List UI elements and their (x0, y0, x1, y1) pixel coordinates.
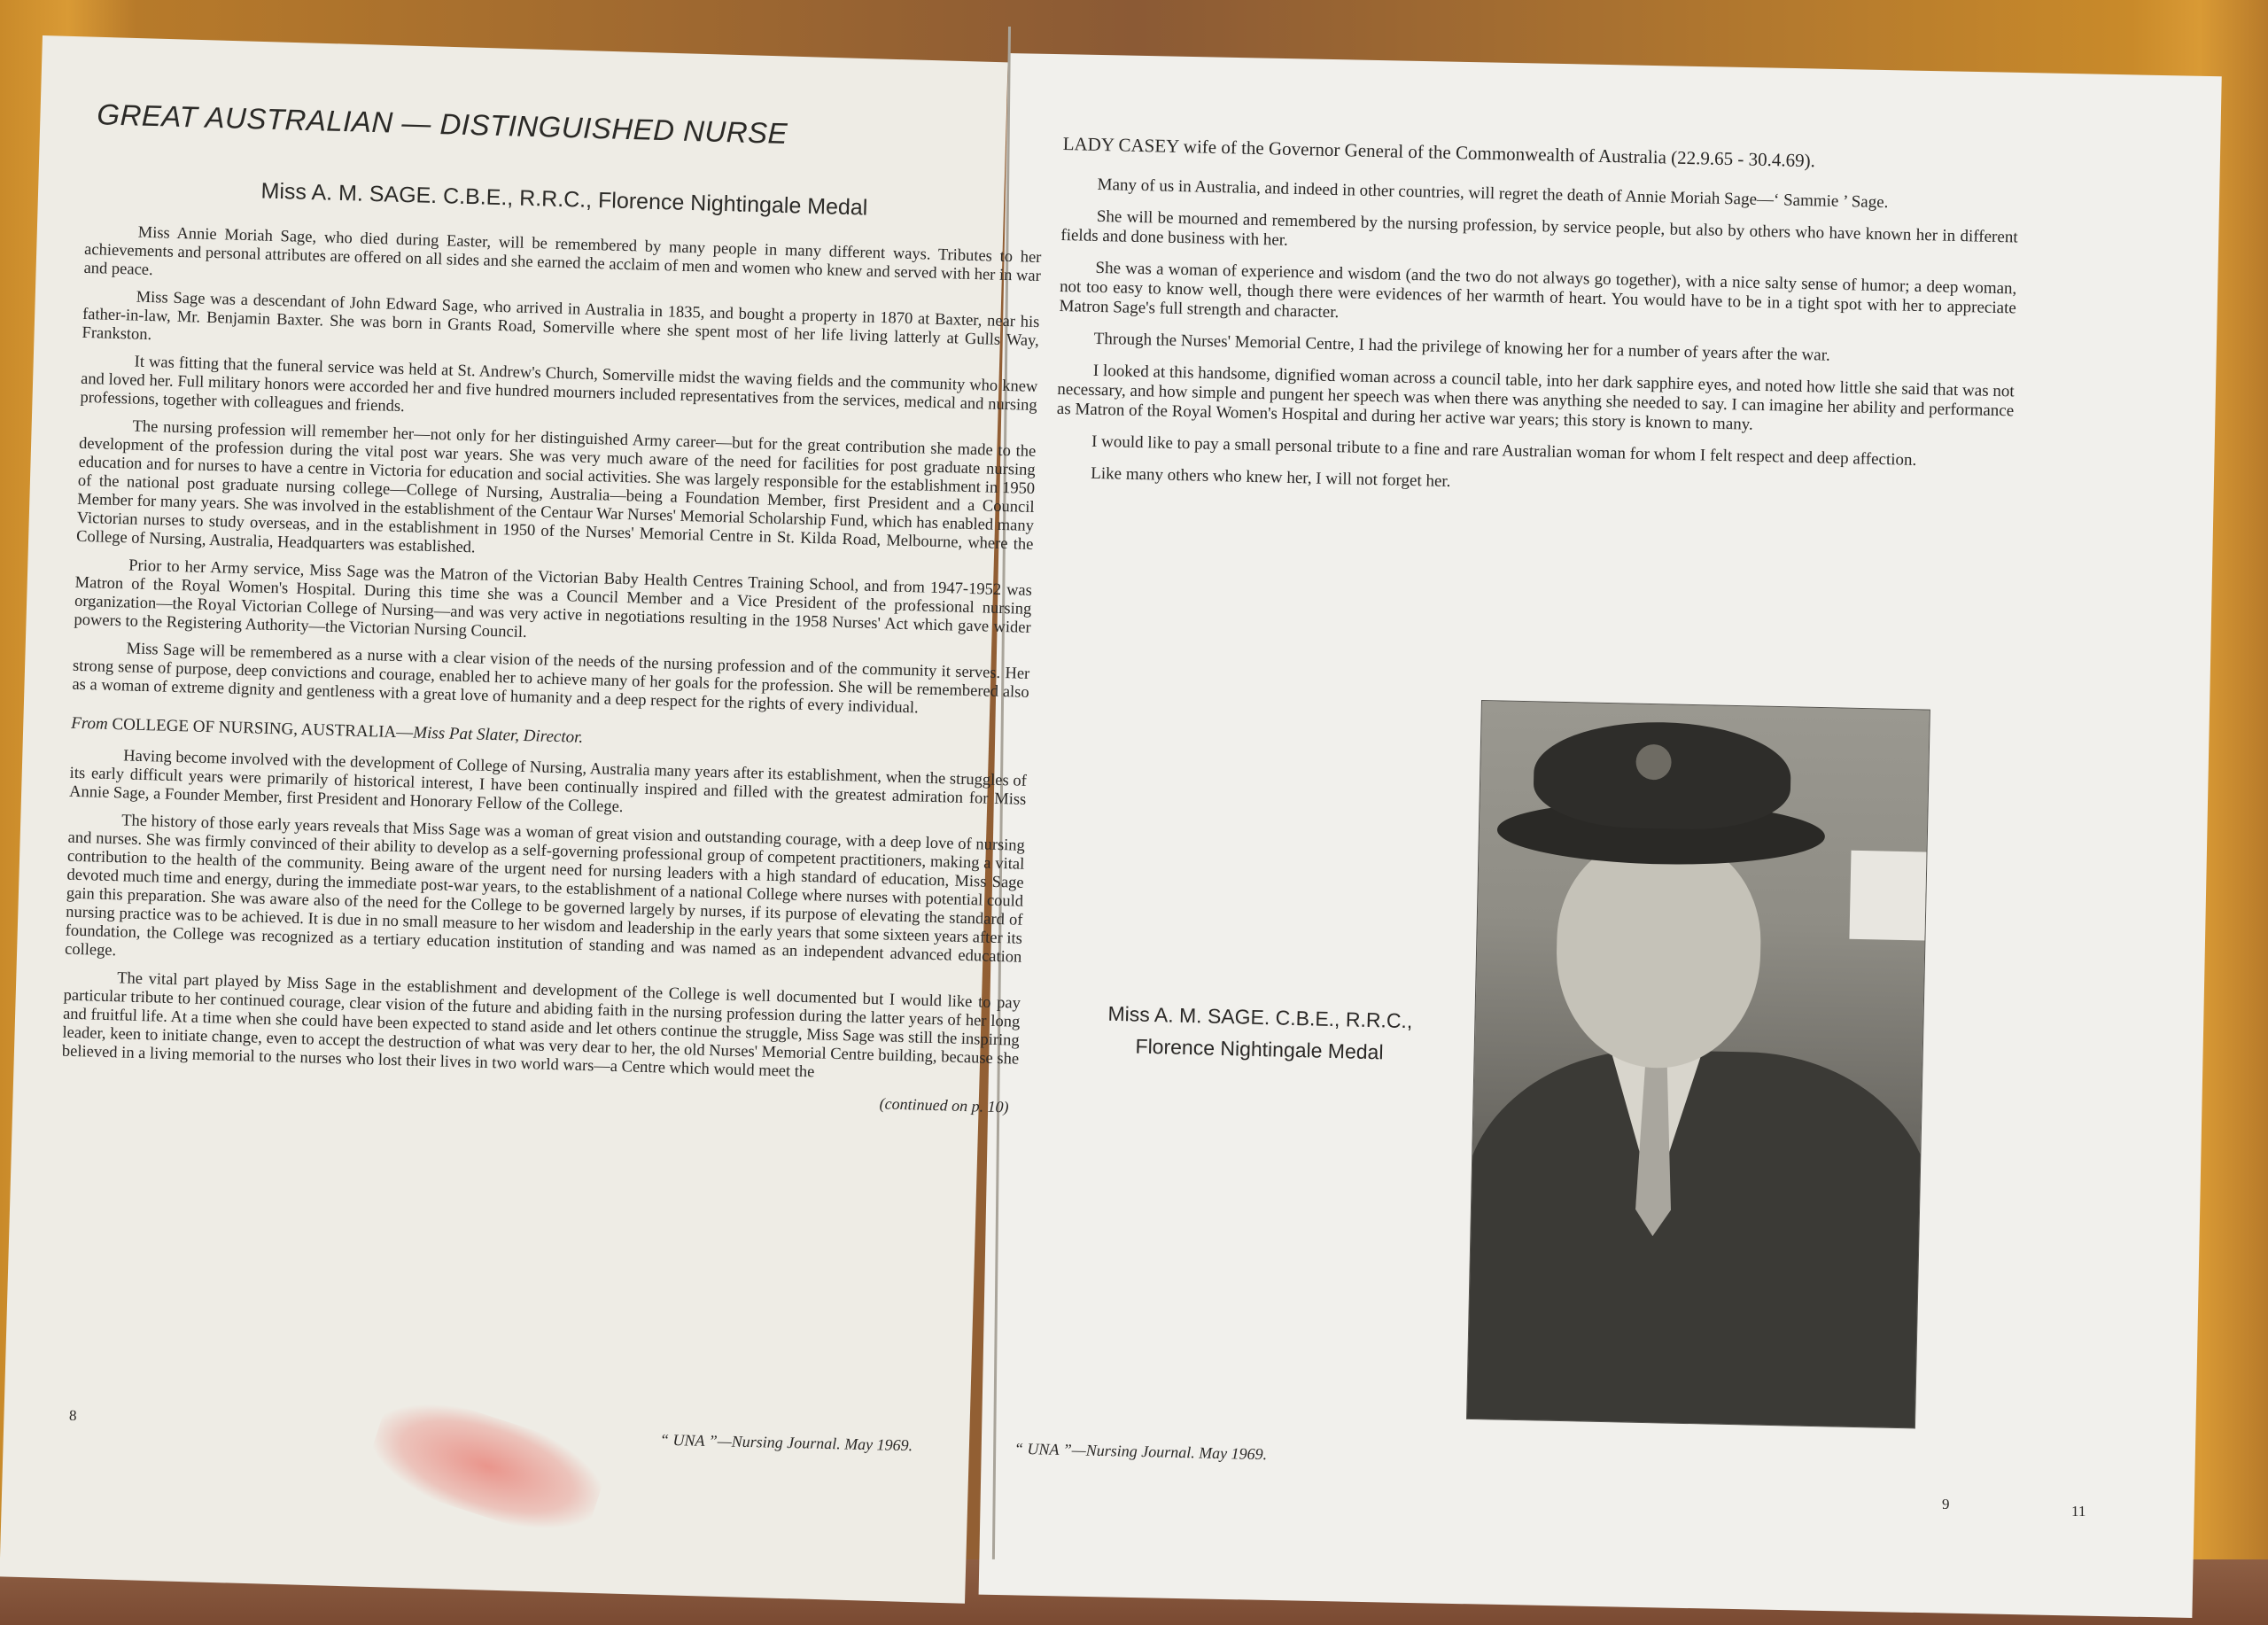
from-person: Miss Pat Slater, Director. (413, 723, 584, 747)
continued-note: (continued on p. 10) (879, 1094, 1009, 1116)
paragraph: Miss Sage will be remembered as a nurse with a clear vision of the needs of the nursing profession and of the community it serves. Her strong sense of purpose, deep convictions and courage, enabled her to achieve many of her goals for the profession. She will be remembered also as a woman of extreme dignity and gentleness with a great love of humanity and a deep respect for the rights of every individual. (72, 640, 1030, 718)
photo-caption (1091, 997, 1429, 1069)
paragraph: The vital part played by Miss Sage in the establishment and development of the College is well documented but I would like to pay particular tribute to her continued courage, clear vision of the future and abiding faith in the nursing profession during the latter years of her long and fruitful life. At a time when she could have been expected to stand aside and let others continue the struggle, Miss Sage was still the inspiring leader, keen to initiate change, even to accept the destruction of what was very dear to her, the old Nurses' Memorial Centre building, because she believed in a living memorial to the nurses who lost their lives in two world wars—a Centre which would meet the (61, 969, 1021, 1082)
page-subheading: Miss A. M. SAGE. C.B.E., R.R.C., Florence Nightingale Medal (260, 178, 868, 221)
paragraph: Prior to her Army service, Miss Sage was the Matron of the Victorian Baby Health Centres Training School, and from 1947-1952 was Matron of the Royal Women's Hospital. During this time she was a Council Member and a Vice President of the professional nursing organization—the Royal Victorian College of Nursing—and was very active in negotiations resulting in the 1958 Nurses' Act which gave wider powers to the Registering Authority—the Victorian Nursing Council. (74, 556, 1033, 642)
paragraph: I looked at this handsome, dignified woman across a council table, into her dark sapphire eyes, and noted how little she said that was not necessary, and how simple and pungent her speech was when there was anything she needed to say. I can imagine her ability and performance as Matron of the Royal Women's Hospital and during her active war years; this story is known to many. (1056, 361, 2015, 434)
paragraph: Miss Sage was a descendant of John Edward Sage, who arrived in Australia in 1835, and bought a property in 1870 at Baxter, near his father-in-law, Mr. Benjamin Baxter. She was born in Grants Road, Somerville where she spent most of her life living latterly at Gulls Way, Frankston. (82, 288, 1040, 351)
author-title: wife of the Governor General of the Commonwealth of Australia (22.9.65 - 30.4.69). (1178, 135, 1816, 172)
caption-line-1: Miss A. M. SAGE. C.B.E., R.R.C., (1107, 1001, 1413, 1033)
left-page (61, 97, 1045, 1117)
paragraph: Like many others who knew her, I will not forget her. (1091, 463, 1451, 492)
author-name: LADY CASEY (1062, 133, 1179, 157)
paragraph: Miss Annie Moriah Sage, who died during Easter, will be remembered by many people in many different ways. Tributes to her achievements and personal attributes are offered on all sides and she earned the acclaim of men and women who knew and served with her in war and peace. (83, 223, 1042, 286)
paragraph: Having become involved with the development of College of Nursing, Australia many years after its establishment, when the struggles of its early difficult years were primarily of historical interest, I have been continually inspired and filled with the greatest admiration for Miss Annie Sage, a Founder Member, first President and Honorary Fellow of the College. (68, 747, 1028, 817)
page-number-far: 11 (2071, 1503, 2086, 1520)
portrait-photo (1466, 700, 1930, 1428)
right-page (1055, 133, 2020, 517)
paragraph: The nursing profession will remember her—not only for her distinguished Army career—but for the great contribution she made to the development of the profession during the vital post war years. She was very much aware of the need for facilities for post graduate nursing education and for nurses to have a centre in Victoria for education and social activities. She was largely responsible for the establishment in 1950 of the national post graduate nursing college—College of Nursing, Australia—being a Foundation Member, first President and a Council Member for many years. She was involved in the establishment of the Centaur War Nurses' Memorial Scholarship Fund, which has enabled many Victorian nurses to study overseas, and in the establishment in 1950 of the Nurses' Memorial Centre in St. Kilda Road, Melbourne, where the College of Nursing, Australia, Headquarters was established. (75, 417, 1037, 557)
article-body (72, 222, 1041, 721)
uniform (1466, 1046, 1930, 1429)
paragraph: She was a woman of experience and wisdom (and the two do not always go together), with a nice salty sense of humor; a deep woman, not too easy to know well, though there were evidences of her warmth of heart. You would have to be in a tight spot with her to appreciate Matron Sage's full strength and character. (1059, 258, 2017, 323)
journal-footer-right: “ UNA ”—Nursing Journal. May 1969. (1014, 1439, 1268, 1464)
paragraph: Through the Nurses' Memorial Centre, I had the privilege of knowing her for a number of years after the war. (1093, 329, 1830, 365)
tribute-body (62, 746, 1028, 1088)
paragraph: I would like to pay a small personal tribute to a fine and rare Australian woman for whom I felt respect and deep affection. (1091, 432, 1917, 470)
page-number-right: 9 (1942, 1496, 1950, 1512)
page-number-left: 8 (68, 1406, 77, 1425)
paragraph: She will be mourned and remembered by the nursing profession, by service people, but also by others who have known her in different fields and done business with her. (1060, 206, 2018, 250)
paragraph: The history of those early years reveals that Miss Sage was a woman of great vision and outstanding courage, with a deep love of nursing and nurses. She was firmly convinced of their ability to develop as a self-governing professional group of competent practitioners, making a vital contribution to the health of the community. Being aware of the urgent need for nursing leaders with a high standard of education, Miss Sage devoted much time and energy, during the immediate post-war years, to the establishment of a national College where nurses with potential could gain this preparation. She was aware also of the need for the College to be governed largely by nurses, if its purpose of elevating the standard of nursing practice was to be achieved. It is due in no small measure to her wisdom and leadership in the early years that some sixteen years after its foundation, the College was recognized as a tertiary education institution of standing and was named as an independent advanced education college. (64, 812, 1026, 967)
caption-line-2: Florence Nightingale Medal (1135, 1034, 1384, 1064)
paragraph: It was fitting that the funeral service was held at St. Andrew's Church, Somerville midst the waving fields and the community who knew and loved her. Full military honors were accorded her and five hundred mourners included representatives from the services, medical and nursing professions, together with colleagues and friends. (80, 353, 1038, 416)
face (1554, 836, 1762, 1070)
paragraph: Many of us in Australia, and indeed in other countries, will regret the death of Annie Moriah Sage—‘ Sammie ’ Sage. (1097, 175, 1889, 213)
background-sign (1849, 851, 1930, 941)
journal-footer-left: “ UNA ”—Nursing Journal. May 1969. (659, 1430, 913, 1455)
page-heading: GREAT AUSTRALIAN — DISTINGUISHED NURSE (96, 97, 788, 151)
from-org: COLLEGE OF NURSING, AUSTRALIA— (112, 715, 414, 743)
from-prefix: From (70, 713, 109, 734)
